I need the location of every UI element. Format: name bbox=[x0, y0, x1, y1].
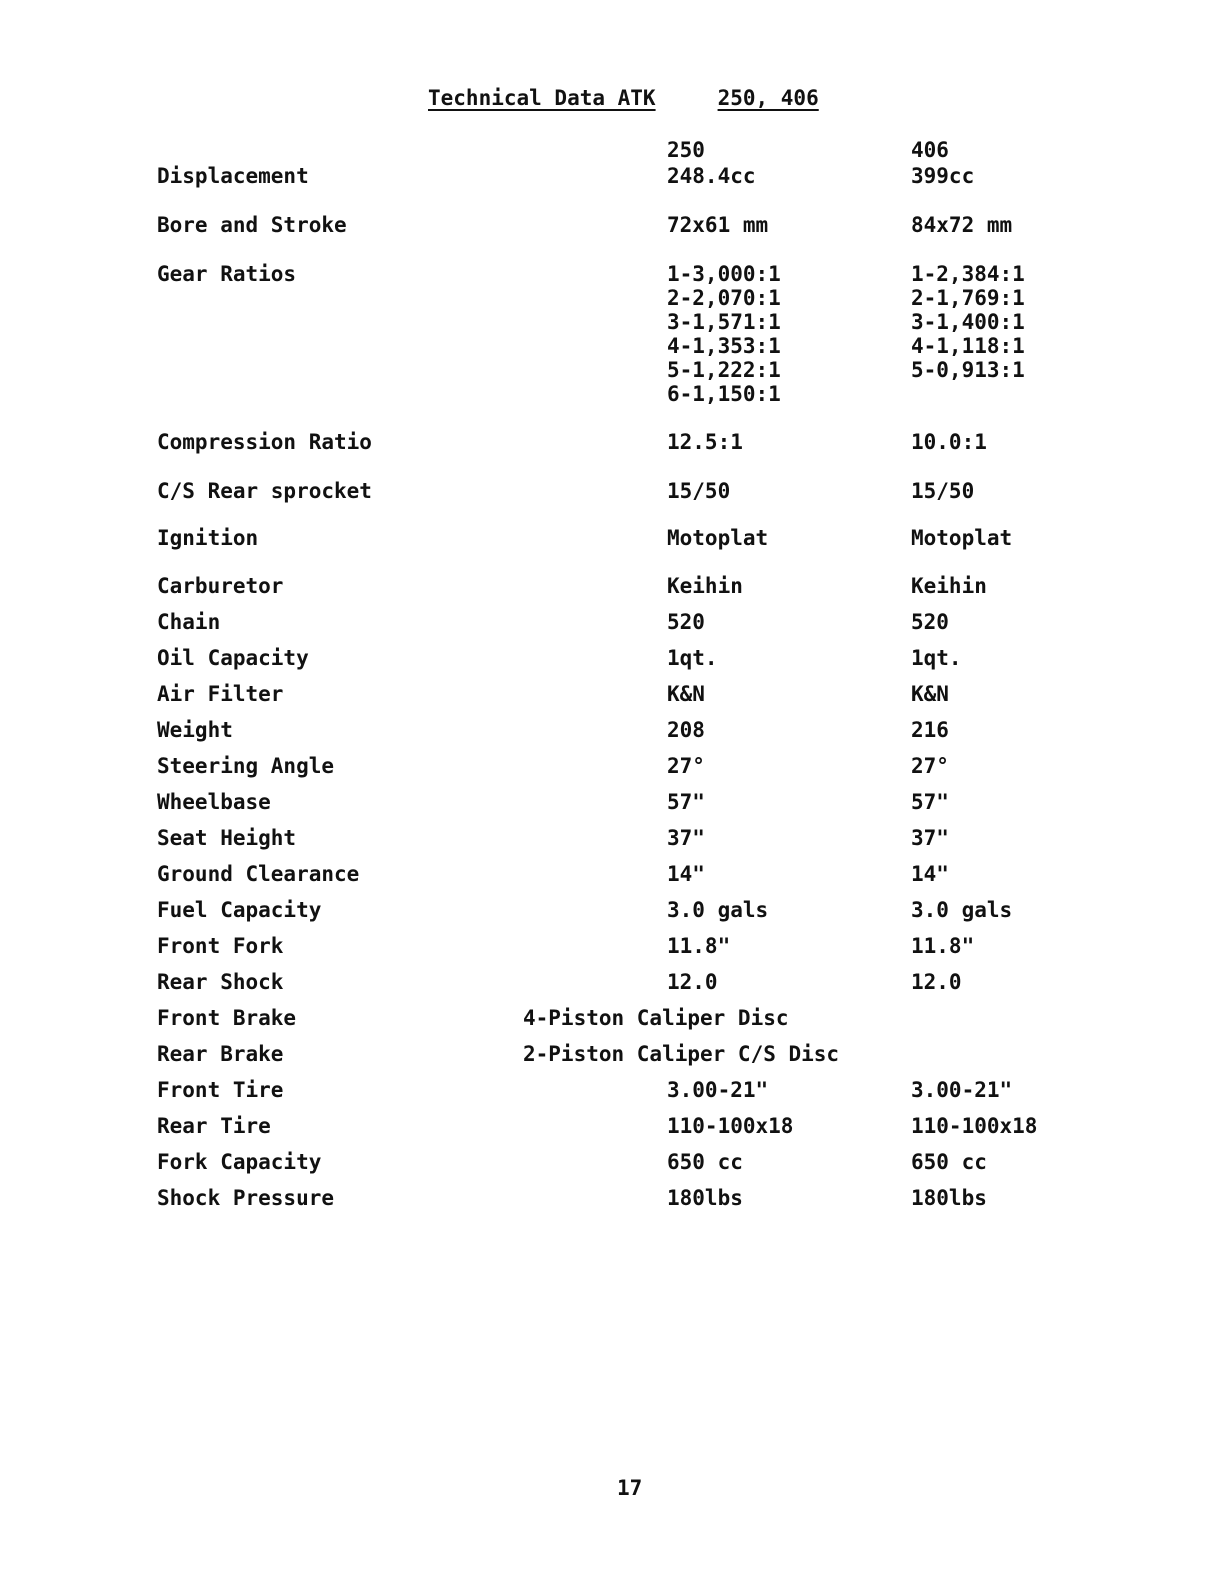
spec-value-406: 27° bbox=[911, 754, 949, 778]
spec-value-250: 3.0 gals bbox=[667, 898, 769, 922]
spec-value-406: 3.00-21" bbox=[911, 1078, 1013, 1102]
spec-value-250: 1qt. bbox=[667, 646, 718, 670]
spec-value-shared: 4-Piston Caliper Disc bbox=[523, 1006, 789, 1030]
spec-value-250: 14" bbox=[667, 862, 705, 886]
page-title bbox=[428, 86, 819, 110]
spec-label: Front Tire bbox=[157, 1078, 284, 1102]
spec-label: Ground Clearance bbox=[157, 862, 360, 886]
spec-value-406: 180lbs bbox=[911, 1186, 987, 1210]
spec-value-250: K&N bbox=[667, 682, 705, 706]
spec-value-406: 57" bbox=[911, 790, 949, 814]
spec-value-250: Keihin bbox=[667, 574, 743, 598]
spec-value-250: 72x61 mm bbox=[667, 213, 769, 237]
spec-label: C/S Rear sprocket bbox=[157, 479, 372, 503]
spec-value-250: 3.00-21" bbox=[667, 1078, 769, 1102]
spec-value-250: 110-100x18 bbox=[667, 1114, 794, 1138]
spec-label: Oil Capacity bbox=[157, 646, 309, 670]
spec-value-406: Motoplat bbox=[911, 526, 1013, 550]
spec-value-406: 3.0 gals bbox=[911, 898, 1013, 922]
spec-value-406: 84x72 mm bbox=[911, 213, 1013, 237]
spec-label: Compression Ratio bbox=[157, 430, 372, 454]
spec-label: Air Filter bbox=[157, 682, 284, 706]
column-header-250: 250 bbox=[667, 138, 705, 162]
spec-value-250: 208 bbox=[667, 718, 705, 742]
column-header-406: 406 bbox=[911, 138, 949, 162]
spec-value-406: K&N bbox=[911, 682, 949, 706]
spec-label: Fork Capacity bbox=[157, 1150, 322, 1174]
spec-value-406: Keihin bbox=[911, 574, 987, 598]
spec-label: Gear Ratios bbox=[157, 262, 297, 286]
spec-value-406: 14" bbox=[911, 862, 949, 886]
spec-value-250: 248.4cc bbox=[667, 164, 756, 188]
spec-label: Rear Brake bbox=[157, 1042, 284, 1066]
spec-value-250: 1-3,000:1 2-2,070:1 3-1,571:1 4-1,353:1 5-1,222:1 6-1,150:1 bbox=[667, 262, 781, 406]
spec-value-406: 1-2,384:1 2-1,769:1 3-1,400:1 4-1,118:1 5-0,913:1 bbox=[911, 262, 1025, 382]
spec-label: Displacement bbox=[157, 164, 309, 188]
spec-label: Shock Pressure bbox=[157, 1186, 335, 1210]
spec-label: Rear Tire bbox=[157, 1114, 271, 1138]
spec-value-250: 37" bbox=[667, 826, 705, 850]
spec-value-406: 1qt. bbox=[911, 646, 962, 670]
spec-value-250: 12.5:1 bbox=[667, 430, 743, 454]
spec-label: Bore and Stroke bbox=[157, 213, 347, 237]
spec-value-250: 15/50 bbox=[667, 479, 731, 503]
spec-value-250: 180lbs bbox=[667, 1186, 743, 1210]
spec-value-250: 520 bbox=[667, 610, 705, 634]
spec-value-250: 57" bbox=[667, 790, 705, 814]
spec-value-406: 216 bbox=[911, 718, 949, 742]
spec-value-406: 15/50 bbox=[911, 479, 975, 503]
page-number: 17 bbox=[617, 1476, 643, 1500]
title-models: 250, 406 bbox=[717, 86, 819, 110]
spec-label: Steering Angle bbox=[157, 754, 335, 778]
spec-value-250: 27° bbox=[667, 754, 705, 778]
spec-value-406: 11.8" bbox=[911, 934, 975, 958]
spec-value-250: 11.8" bbox=[667, 934, 731, 958]
spec-value-250: Motoplat bbox=[667, 526, 769, 550]
spec-value-406: 37" bbox=[911, 826, 949, 850]
spec-value-shared: 2-Piston Caliper C/S Disc bbox=[523, 1042, 840, 1066]
spec-label: Seat Height bbox=[157, 826, 297, 850]
spec-label: Wheelbase bbox=[157, 790, 271, 814]
spec-label: Front Fork bbox=[157, 934, 284, 958]
spec-value-250: 12.0 bbox=[667, 970, 718, 994]
spec-label: Weight bbox=[157, 718, 233, 742]
spec-label: Fuel Capacity bbox=[157, 898, 322, 922]
spec-label: Front Brake bbox=[157, 1006, 297, 1030]
spec-value-406: 10.0:1 bbox=[911, 430, 987, 454]
spec-label: Carburetor bbox=[157, 574, 284, 598]
spec-value-406: 650 cc bbox=[911, 1150, 987, 1174]
spec-value-250: 650 cc bbox=[667, 1150, 743, 1174]
spec-value-406: 12.0 bbox=[911, 970, 962, 994]
title-text: Technical Data ATK bbox=[428, 86, 656, 110]
spec-value-406: 110-100x18 bbox=[911, 1114, 1038, 1138]
spec-value-406: 520 bbox=[911, 610, 949, 634]
spec-label: Chain bbox=[157, 610, 221, 634]
spec-value-406: 399cc bbox=[911, 164, 975, 188]
spec-label: Rear Shock bbox=[157, 970, 284, 994]
spec-label: Ignition bbox=[157, 526, 259, 550]
